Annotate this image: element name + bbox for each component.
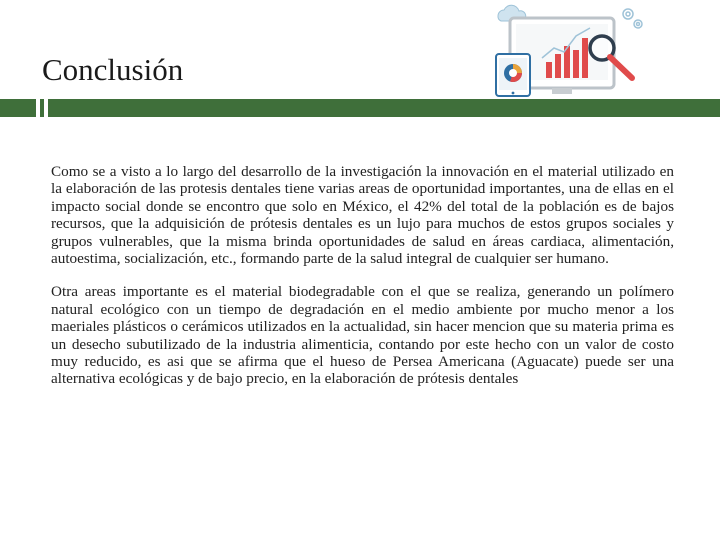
paragraph-impact: Como se a visto a lo largo del desarrollo de la investigación la innovación en el material utilizado en la elaboración de las protesis dentales tiene varias areas de oportunidad importantes, una de ellas en el impacto social donde se encontro que solo en México, el 42% del total de la población es de bajos recursos, que la adquisición de prótesis dentales es un lujo para muchos de estos grupos sociales y grupos vulnerables, que la misma brinda oportunidades de salud en áreas cardiaca, alimentación, autoestima, socialización, etc., formando parte de la salud integral de cualquier ser humano. xyxy=(51,163,674,268)
pie-chart-icon xyxy=(504,64,522,82)
paragraph-material: Otra areas importante es el material biodegradable con el que se realiza, generando un polímero natural ecológico con un tiempo de degradación en el medio ambiente por mucho menor a los maeriales plásticos o cerámicos utilizados en la actualidad, sin hacer mencion que su materia prima es un desecho subutilizado de la industria alimenticia, contando por este hecho con un valor de costo muy reducido, es asi que se afirma que el hueso de Persea Americana (Aguacate) puede ser una alternativa ecológicas y de bajo precio, en la elaboración de prótesis dentales xyxy=(51,283,674,388)
title-rule-divider xyxy=(40,99,44,117)
gear-icon xyxy=(623,9,642,28)
slide-title: Conclusión xyxy=(42,52,184,87)
title-rule-left-block xyxy=(0,99,36,117)
body-text xyxy=(51,163,674,388)
analytics-illustration xyxy=(480,0,650,98)
title-rule-bar xyxy=(48,99,720,117)
